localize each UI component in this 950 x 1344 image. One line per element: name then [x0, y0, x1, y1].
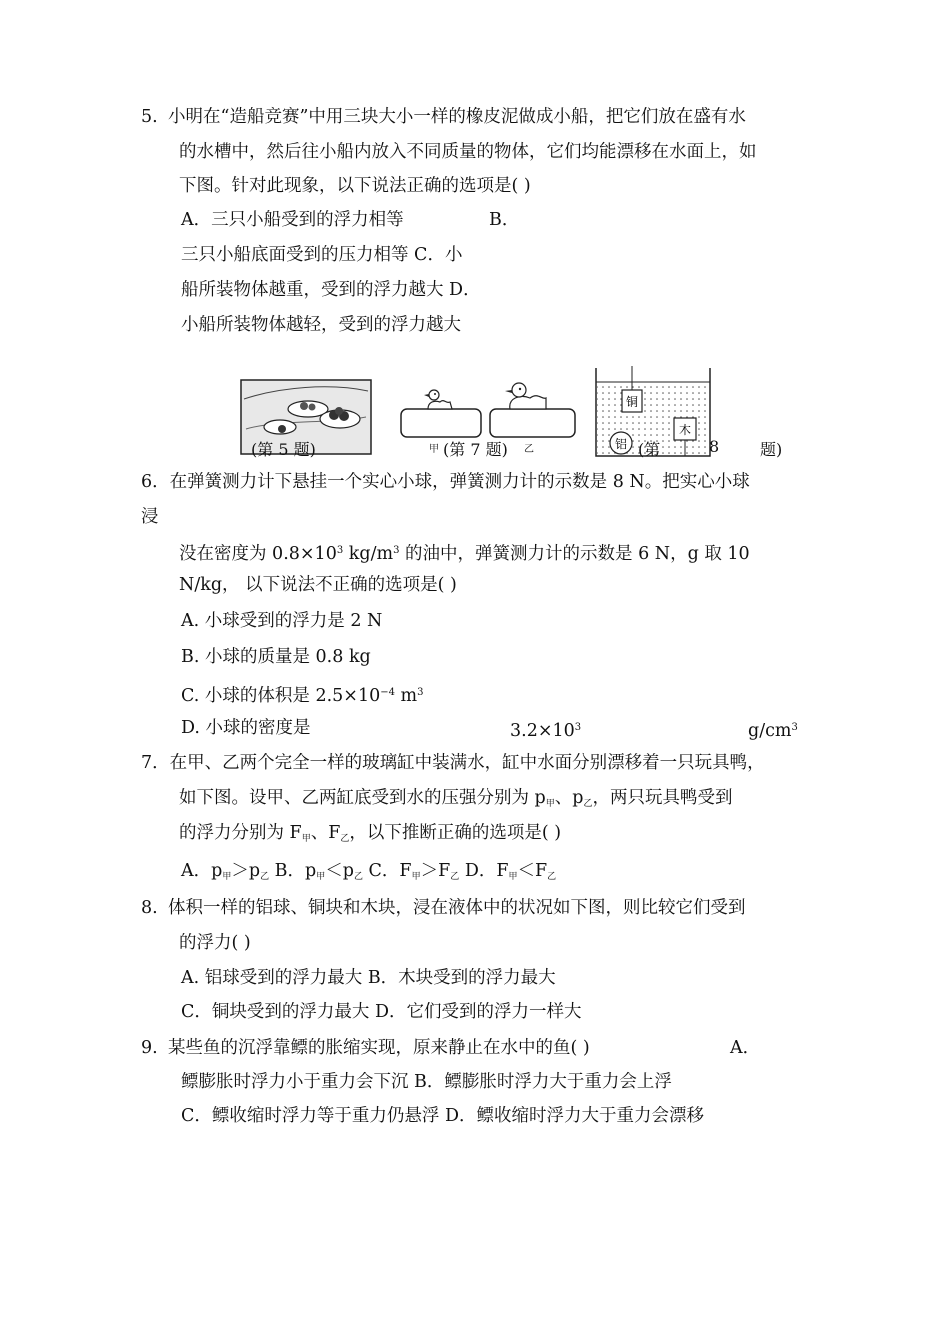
q6-line2: 浸: [141, 507, 159, 527]
duck-small-icon: [424, 390, 452, 409]
q6-option-d-unit: $g/cm^3$: [748, 721, 798, 741]
q5-option-a: A．三只小船受到的浮力相等: [181, 210, 404, 230]
aluminum-label: 铝: [614, 437, 628, 451]
figure-7-ducks: [398, 382, 578, 442]
q6-line4: N/kg， 以下说法不正确的选项是( ): [179, 575, 457, 595]
q9-option-a-label: A．: [730, 1038, 761, 1058]
q7-line2: 如下图。设甲、乙两缸底受到水的压强分别为 p甲、p乙，两只玩具鸭受到: [179, 788, 733, 809]
q6-option-b: B. 小球的质量是 0.8 kg: [181, 647, 371, 667]
q5-line5: 三只小船底面受到的压力相等 C．小: [181, 245, 463, 265]
q8-line2: 的浮力( ): [179, 933, 251, 953]
q8-number: 8.: [141, 898, 158, 918]
duck-large-icon: [505, 383, 546, 409]
q8-line3: A. 铝球受到的浮力最大 B．木块受到的浮力最大: [181, 968, 556, 988]
q6-option-d: D. 小球的密度是: [181, 718, 311, 738]
q5-number: 5.: [141, 107, 158, 127]
q6-option-d-value: $3.2\times 10^3$: [510, 721, 582, 741]
figure-7-label-yi: 乙: [524, 444, 534, 455]
tank-yi: [490, 409, 575, 437]
figure-7-label-jia: 甲: [429, 444, 439, 455]
wood-label: 木: [678, 423, 692, 437]
figure-8-caption-b: 8: [709, 437, 720, 456]
q6-line1: 6．在弹簧测力计下悬挂一个实心小球，弹簧测力计的示数是 8 N。把实心小球: [141, 472, 750, 492]
q5-line2: 的水槽中，然后往小船内放入不同质量的物体，它们均能漂移在水面上，如: [179, 142, 757, 162]
figure-8-caption-c: 题): [760, 440, 783, 459]
q7-line1: 7．在甲、乙两个完全一样的玻璃缸中装满水，缸中水面分别漂移着一只玩具鸭，: [141, 753, 765, 773]
q6-line3: 没在密度为 $0.8\times 10^3$ $kg/m^3$ 的油中，弹簧测力计的示数是 6 N，g 取 10: [179, 544, 750, 564]
q7-options: A．p甲＞p乙 B．p甲＜p乙 C．F甲＞F乙 D．F甲＜F乙: [181, 861, 557, 882]
q8-line1: 体积一样的铝球、铜块和木块，浸在液体中的状况如下图，则比较它们受到: [168, 898, 746, 918]
q8-line4: C．铜块受到的浮力最大 D．它们受到的浮力一样大: [181, 1002, 582, 1022]
figure-5-caption: (第 5 题): [251, 440, 316, 459]
q9-line1: 某些鱼的沉浮靠鳔的胀缩实现，原来静止在水中的鱼( ): [168, 1038, 590, 1058]
figure-7-caption: (第 7 题): [443, 440, 508, 459]
q7-line3: 的浮力分别为 F甲、F乙，以下推断正确的选项是( ): [179, 823, 562, 844]
q5-line6: 船所装物体越重，受到的浮力越大 D．: [181, 280, 481, 300]
copper-label: 铜: [625, 395, 639, 409]
q5-line1: 小明在“造船竞赛”中用三块大小一样的橡皮泥做成小船，把它们放在盛有水: [168, 107, 746, 127]
q5-line3: 下图。针对此现象，以下说法正确的选项是( ): [179, 176, 531, 196]
q9-number: 9.: [141, 1038, 158, 1058]
q6-option-a: A. 小球受到的浮力是 2 N: [181, 611, 383, 631]
q5-line7: 小船所装物体越轻，受到的浮力越大: [181, 315, 461, 335]
q9-line3: C．鳔收缩时浮力等于重力仍悬浮 D．鳔收缩时浮力大于重力会漂移: [181, 1106, 704, 1126]
figure-8-caption-a: (第: [638, 440, 661, 459]
q6-option-c: C. 小球的体积是 $2.5\times 10^{-4}$ $m^3$: [181, 686, 424, 706]
q5-option-b-label: B．: [489, 210, 520, 230]
tank-jia: [401, 409, 481, 437]
q9-line2: 鳔膨胀时浮力小于重力会下沉 B．鳔膨胀时浮力大于重力会上浮: [181, 1072, 672, 1092]
